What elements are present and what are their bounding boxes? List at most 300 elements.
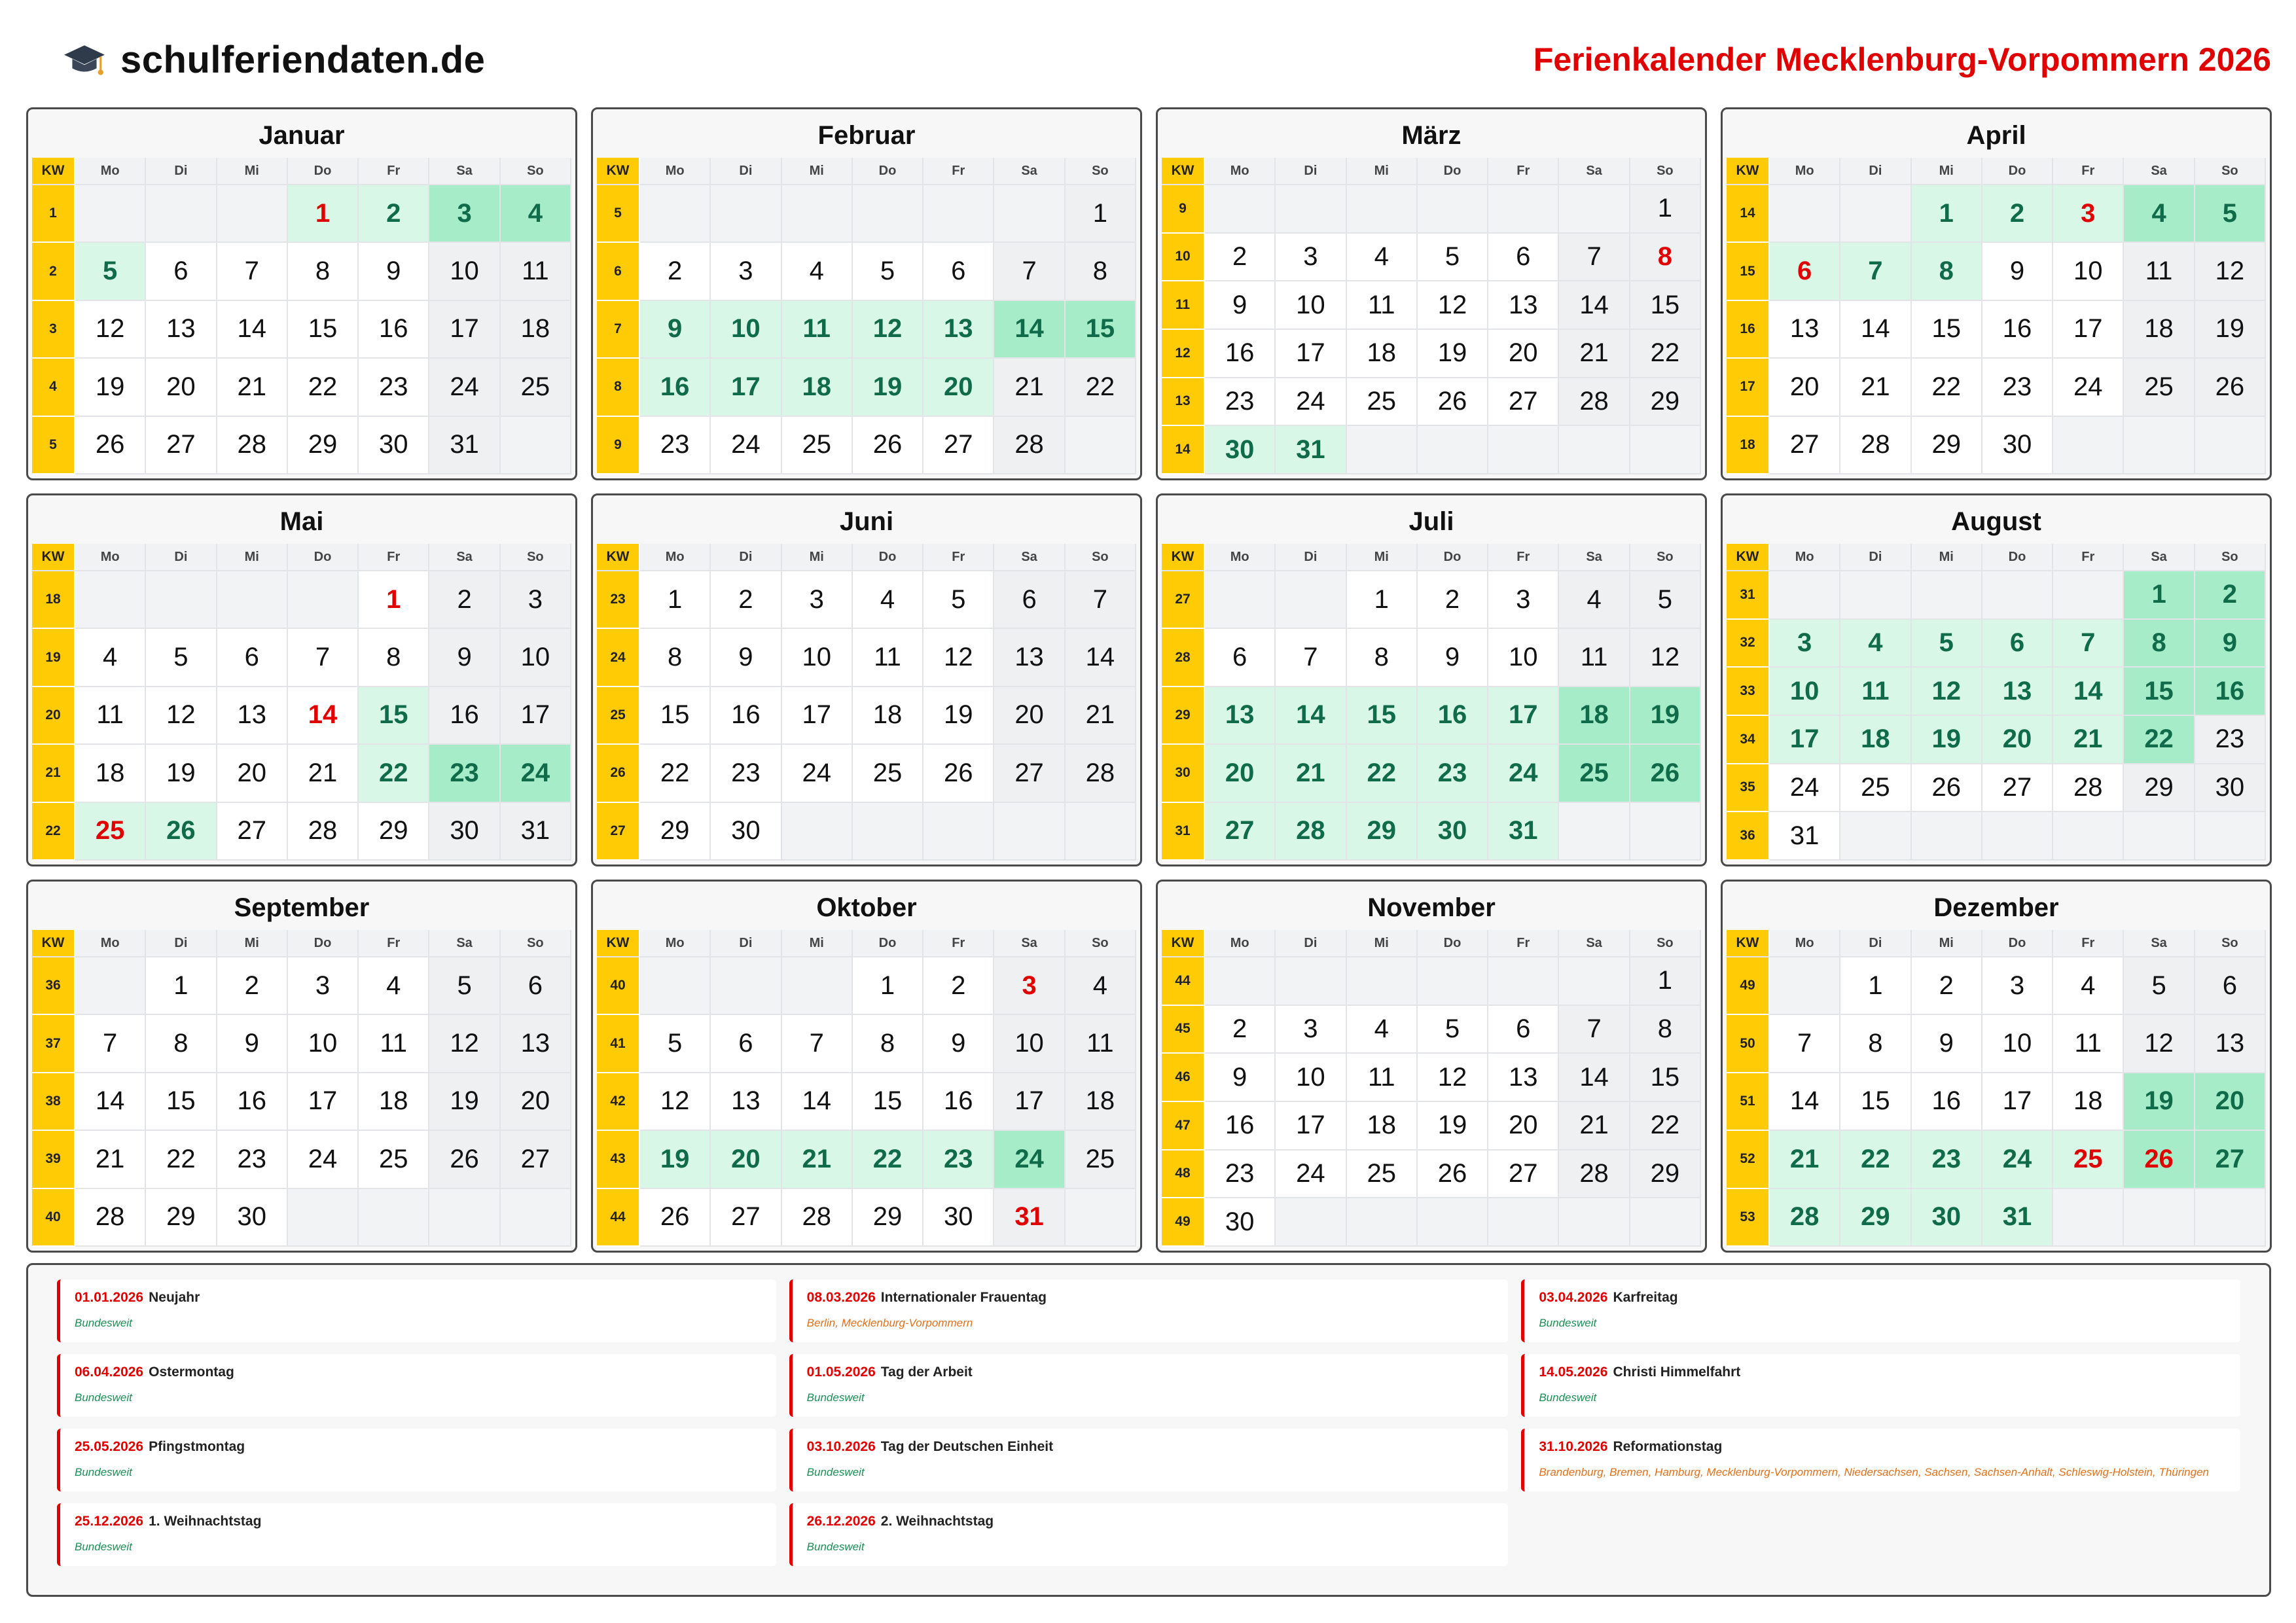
day-cell[interactable]: 2 xyxy=(1982,185,2053,243)
day-cell[interactable]: 6 xyxy=(146,243,217,300)
day-cell[interactable]: 4 xyxy=(1840,620,1911,668)
day-cell[interactable]: 9 xyxy=(1418,629,1488,687)
day-cell[interactable]: 17 xyxy=(501,687,571,745)
day-cell[interactable]: 15 xyxy=(1840,1073,1911,1131)
day-cell[interactable]: 2 xyxy=(1205,234,1276,282)
day-cell[interactable]: 16 xyxy=(359,301,429,359)
day-cell[interactable]: 19 xyxy=(640,1131,711,1188)
day-cell[interactable]: 2 xyxy=(640,243,711,300)
day-cell[interactable]: 30 xyxy=(711,803,781,861)
day-cell[interactable]: 27 xyxy=(2195,1131,2266,1188)
day-cell[interactable]: 7 xyxy=(994,243,1065,300)
day-cell[interactable]: 14 xyxy=(782,1073,853,1131)
day-cell[interactable]: 13 xyxy=(994,629,1065,687)
day-cell[interactable]: 2 xyxy=(1418,571,1488,629)
day-cell[interactable]: 17 xyxy=(1770,716,1840,764)
day-cell[interactable]: 12 xyxy=(1630,629,1701,687)
day-cell[interactable]: 26 xyxy=(1912,764,1982,813)
day-cell[interactable]: 9 xyxy=(359,243,429,300)
day-cell[interactable]: 9 xyxy=(2195,620,2266,668)
day-cell[interactable]: 13 xyxy=(2195,1015,2266,1073)
day-cell[interactable]: 11 xyxy=(1066,1015,1136,1073)
day-cell[interactable]: 4 xyxy=(75,629,146,687)
day-cell[interactable]: 19 xyxy=(2195,301,2266,359)
day-cell[interactable]: 14 xyxy=(217,301,288,359)
day-cell[interactable]: 20 xyxy=(501,1073,571,1131)
day-cell[interactable]: 17 xyxy=(994,1073,1065,1131)
day-cell[interactable]: 31 xyxy=(501,803,571,861)
day-cell[interactable]: 7 xyxy=(2053,620,2124,668)
day-cell[interactable]: 7 xyxy=(217,243,288,300)
day-cell[interactable]: 25 xyxy=(359,1131,429,1188)
day-cell[interactable]: 28 xyxy=(288,803,359,861)
day-cell[interactable]: 2 xyxy=(359,185,429,243)
day-cell[interactable]: 11 xyxy=(359,1015,429,1073)
day-cell[interactable]: 17 xyxy=(1488,687,1559,745)
day-cell[interactable]: 27 xyxy=(1488,1150,1559,1199)
day-cell[interactable]: 19 xyxy=(75,359,146,416)
day-cell[interactable]: 7 xyxy=(1559,1006,1630,1054)
day-cell[interactable]: 21 xyxy=(1276,745,1346,802)
day-cell[interactable]: 28 xyxy=(1559,1150,1630,1199)
day-cell[interactable]: 18 xyxy=(1066,1073,1136,1131)
day-cell[interactable]: 19 xyxy=(1912,716,1982,764)
day-cell[interactable]: 3 xyxy=(429,185,500,243)
day-cell[interactable]: 17 xyxy=(711,359,781,416)
day-cell[interactable]: 18 xyxy=(359,1073,429,1131)
day-cell[interactable]: 26 xyxy=(853,417,924,474)
day-cell[interactable]: 3 xyxy=(1982,957,2053,1015)
day-cell[interactable]: 10 xyxy=(429,243,500,300)
day-cell[interactable]: 22 xyxy=(288,359,359,416)
day-cell[interactable]: 26 xyxy=(924,745,994,802)
day-cell[interactable]: 24 xyxy=(994,1131,1065,1188)
day-cell[interactable]: 27 xyxy=(994,745,1065,802)
day-cell[interactable]: 28 xyxy=(782,1189,853,1247)
day-cell[interactable]: 3 xyxy=(711,243,781,300)
day-cell[interactable]: 15 xyxy=(1630,281,1701,330)
day-cell[interactable]: 5 xyxy=(146,629,217,687)
day-cell[interactable]: 16 xyxy=(429,687,500,745)
day-cell[interactable]: 1 xyxy=(2124,571,2195,620)
day-cell[interactable]: 19 xyxy=(146,745,217,802)
day-cell[interactable]: 20 xyxy=(1488,1102,1559,1150)
day-cell[interactable]: 16 xyxy=(1205,1102,1276,1150)
day-cell[interactable]: 3 xyxy=(1770,620,1840,668)
day-cell[interactable]: 8 xyxy=(1347,629,1418,687)
day-cell[interactable]: 11 xyxy=(2053,1015,2124,1073)
day-cell[interactable]: 15 xyxy=(640,687,711,745)
day-cell[interactable]: 29 xyxy=(1840,1189,1911,1247)
day-cell[interactable]: 5 xyxy=(1630,571,1701,629)
day-cell[interactable]: 29 xyxy=(146,1189,217,1247)
day-cell[interactable]: 4 xyxy=(853,571,924,629)
day-cell[interactable]: 15 xyxy=(1347,687,1418,745)
day-cell[interactable]: 21 xyxy=(782,1131,853,1188)
day-cell[interactable]: 21 xyxy=(994,359,1065,416)
day-cell[interactable]: 4 xyxy=(1347,234,1418,282)
day-cell[interactable]: 14 xyxy=(1559,1054,1630,1102)
day-cell[interactable]: 28 xyxy=(1770,1189,1840,1247)
day-cell[interactable]: 5 xyxy=(640,1015,711,1073)
day-cell[interactable]: 4 xyxy=(1559,571,1630,629)
day-cell[interactable]: 5 xyxy=(1912,620,1982,668)
day-cell[interactable]: 7 xyxy=(1066,571,1136,629)
day-cell[interactable]: 18 xyxy=(2124,301,2195,359)
day-cell[interactable]: 24 xyxy=(782,745,853,802)
day-cell[interactable]: 1 xyxy=(853,957,924,1015)
day-cell[interactable]: 1 xyxy=(288,185,359,243)
day-cell[interactable]: 20 xyxy=(1982,716,2053,764)
day-cell[interactable]: 4 xyxy=(2053,957,2124,1015)
day-cell[interactable]: 19 xyxy=(1418,1102,1488,1150)
day-cell[interactable]: 15 xyxy=(146,1073,217,1131)
brand-name[interactable]: schulferiendaten.de xyxy=(120,39,486,81)
day-cell[interactable]: 24 xyxy=(1276,1150,1346,1199)
day-cell[interactable]: 18 xyxy=(1840,716,1911,764)
day-cell[interactable]: 17 xyxy=(2053,301,2124,359)
day-cell[interactable]: 11 xyxy=(1840,668,1911,716)
day-cell[interactable]: 31 xyxy=(429,417,500,474)
day-cell[interactable]: 12 xyxy=(429,1015,500,1073)
day-cell[interactable]: 23 xyxy=(711,745,781,802)
day-cell[interactable]: 14 xyxy=(75,1073,146,1131)
day-cell[interactable]: 3 xyxy=(501,571,571,629)
day-cell[interactable]: 21 xyxy=(1840,359,1911,416)
day-cell[interactable]: 8 xyxy=(853,1015,924,1073)
day-cell[interactable]: 31 xyxy=(1276,426,1346,474)
day-cell[interactable]: 2 xyxy=(217,957,288,1015)
day-cell[interactable]: 6 xyxy=(711,1015,781,1073)
day-cell[interactable]: 2 xyxy=(1205,1006,1276,1054)
day-cell[interactable]: 9 xyxy=(1205,1054,1276,1102)
day-cell[interactable]: 1 xyxy=(1347,571,1418,629)
day-cell[interactable]: 3 xyxy=(1276,234,1346,282)
day-cell[interactable]: 19 xyxy=(853,359,924,416)
day-cell[interactable]: 22 xyxy=(1840,1131,1911,1188)
day-cell[interactable]: 14 xyxy=(288,687,359,745)
day-cell[interactable]: 3 xyxy=(288,957,359,1015)
day-cell[interactable]: 14 xyxy=(1770,1073,1840,1131)
day-cell[interactable]: 26 xyxy=(1630,745,1701,802)
day-cell[interactable]: 20 xyxy=(146,359,217,416)
day-cell[interactable]: 1 xyxy=(1630,185,1701,234)
day-cell[interactable]: 8 xyxy=(640,629,711,687)
day-cell[interactable]: 14 xyxy=(2053,668,2124,716)
day-cell[interactable]: 12 xyxy=(2124,1015,2195,1073)
day-cell[interactable]: 5 xyxy=(924,571,994,629)
day-cell[interactable]: 5 xyxy=(2124,957,2195,1015)
day-cell[interactable]: 24 xyxy=(711,417,781,474)
day-cell[interactable]: 2 xyxy=(924,957,994,1015)
day-cell[interactable]: 16 xyxy=(1912,1073,1982,1131)
day-cell[interactable]: 12 xyxy=(1418,1054,1488,1102)
day-cell[interactable]: 1 xyxy=(1630,957,1701,1006)
day-cell[interactable]: 11 xyxy=(501,243,571,300)
day-cell[interactable]: 9 xyxy=(1982,243,2053,300)
day-cell[interactable]: 4 xyxy=(1347,1006,1418,1054)
day-cell[interactable]: 18 xyxy=(75,745,146,802)
day-cell[interactable]: 12 xyxy=(1418,281,1488,330)
day-cell[interactable]: 7 xyxy=(1276,629,1346,687)
day-cell[interactable]: 27 xyxy=(711,1189,781,1247)
day-cell[interactable]: 27 xyxy=(1205,803,1276,861)
day-cell[interactable]: 6 xyxy=(924,243,994,300)
day-cell[interactable]: 27 xyxy=(1770,417,1840,474)
day-cell[interactable]: 4 xyxy=(501,185,571,243)
day-cell[interactable]: 30 xyxy=(429,803,500,861)
day-cell[interactable]: 12 xyxy=(640,1073,711,1131)
day-cell[interactable]: 21 xyxy=(1770,1131,1840,1188)
day-cell[interactable]: 10 xyxy=(994,1015,1065,1073)
day-cell[interactable]: 29 xyxy=(1912,417,1982,474)
day-cell[interactable]: 17 xyxy=(782,687,853,745)
day-cell[interactable]: 25 xyxy=(2053,1131,2124,1188)
day-cell[interactable]: 30 xyxy=(1205,1198,1276,1247)
day-cell[interactable]: 12 xyxy=(924,629,994,687)
day-cell[interactable]: 29 xyxy=(2124,764,2195,813)
day-cell[interactable]: 10 xyxy=(501,629,571,687)
day-cell[interactable]: 6 xyxy=(2195,957,2266,1015)
day-cell[interactable]: 29 xyxy=(1630,1150,1701,1199)
day-cell[interactable]: 29 xyxy=(1630,378,1701,427)
day-cell[interactable]: 15 xyxy=(359,687,429,745)
day-cell[interactable]: 21 xyxy=(2053,716,2124,764)
day-cell[interactable]: 26 xyxy=(1418,378,1488,427)
day-cell[interactable]: 8 xyxy=(1630,1006,1701,1054)
day-cell[interactable]: 14 xyxy=(1066,629,1136,687)
day-cell[interactable]: 9 xyxy=(924,1015,994,1073)
day-cell[interactable]: 26 xyxy=(1418,1150,1488,1199)
day-cell[interactable]: 18 xyxy=(782,359,853,416)
day-cell[interactable]: 17 xyxy=(1276,330,1346,378)
day-cell[interactable]: 20 xyxy=(711,1131,781,1188)
day-cell[interactable]: 23 xyxy=(640,417,711,474)
day-cell[interactable]: 22 xyxy=(1630,330,1701,378)
day-cell[interactable]: 8 xyxy=(1630,234,1701,282)
day-cell[interactable]: 25 xyxy=(782,417,853,474)
day-cell[interactable]: 8 xyxy=(1066,243,1136,300)
day-cell[interactable]: 16 xyxy=(711,687,781,745)
day-cell[interactable]: 20 xyxy=(994,687,1065,745)
day-cell[interactable]: 1 xyxy=(1912,185,1982,243)
day-cell[interactable]: 12 xyxy=(146,687,217,745)
day-cell[interactable]: 4 xyxy=(1066,957,1136,1015)
day-cell[interactable]: 2 xyxy=(2195,571,2266,620)
day-cell[interactable]: 2 xyxy=(429,571,500,629)
day-cell[interactable]: 22 xyxy=(1630,1102,1701,1150)
day-cell[interactable]: 30 xyxy=(1205,426,1276,474)
day-cell[interactable]: 23 xyxy=(217,1131,288,1188)
day-cell[interactable]: 31 xyxy=(1770,812,1840,861)
day-cell[interactable]: 25 xyxy=(1559,745,1630,802)
day-cell[interactable]: 8 xyxy=(1912,243,1982,300)
day-cell[interactable]: 11 xyxy=(1347,1054,1418,1102)
day-cell[interactable]: 28 xyxy=(217,417,288,474)
day-cell[interactable]: 16 xyxy=(1418,687,1488,745)
day-cell[interactable]: 20 xyxy=(1205,745,1276,802)
day-cell[interactable]: 7 xyxy=(782,1015,853,1073)
day-cell[interactable]: 23 xyxy=(429,745,500,802)
day-cell[interactable]: 15 xyxy=(853,1073,924,1131)
day-cell[interactable]: 4 xyxy=(782,243,853,300)
day-cell[interactable]: 26 xyxy=(2124,1131,2195,1188)
day-cell[interactable]: 22 xyxy=(1912,359,1982,416)
day-cell[interactable]: 15 xyxy=(288,301,359,359)
day-cell[interactable]: 23 xyxy=(359,359,429,416)
day-cell[interactable]: 28 xyxy=(75,1189,146,1247)
day-cell[interactable]: 19 xyxy=(1418,330,1488,378)
day-cell[interactable]: 18 xyxy=(1347,330,1418,378)
day-cell[interactable]: 16 xyxy=(2195,668,2266,716)
day-cell[interactable]: 28 xyxy=(994,417,1065,474)
day-cell[interactable]: 6 xyxy=(1770,243,1840,300)
day-cell[interactable]: 10 xyxy=(782,629,853,687)
day-cell[interactable]: 23 xyxy=(1982,359,2053,416)
day-cell[interactable]: 29 xyxy=(640,803,711,861)
day-cell[interactable]: 10 xyxy=(1488,629,1559,687)
day-cell[interactable]: 30 xyxy=(217,1189,288,1247)
day-cell[interactable]: 17 xyxy=(1982,1073,2053,1131)
day-cell[interactable]: 18 xyxy=(501,301,571,359)
day-cell[interactable]: 10 xyxy=(1276,1054,1346,1102)
day-cell[interactable]: 26 xyxy=(429,1131,500,1188)
day-cell[interactable]: 23 xyxy=(924,1131,994,1188)
day-cell[interactable]: 27 xyxy=(146,417,217,474)
day-cell[interactable]: 29 xyxy=(359,803,429,861)
day-cell[interactable]: 13 xyxy=(1488,281,1559,330)
day-cell[interactable]: 28 xyxy=(1066,745,1136,802)
day-cell[interactable]: 28 xyxy=(1276,803,1346,861)
day-cell[interactable]: 11 xyxy=(782,301,853,359)
day-cell[interactable]: 28 xyxy=(1840,417,1911,474)
day-cell[interactable]: 11 xyxy=(1559,629,1630,687)
day-cell[interactable]: 6 xyxy=(217,629,288,687)
day-cell[interactable]: 28 xyxy=(2053,764,2124,813)
day-cell[interactable]: 27 xyxy=(1982,764,2053,813)
day-cell[interactable]: 22 xyxy=(146,1131,217,1188)
day-cell[interactable]: 7 xyxy=(1770,1015,1840,1073)
day-cell[interactable]: 24 xyxy=(2053,359,2124,416)
day-cell[interactable]: 20 xyxy=(217,745,288,802)
day-cell[interactable]: 19 xyxy=(429,1073,500,1131)
day-cell[interactable]: 6 xyxy=(1205,629,1276,687)
day-cell[interactable]: 16 xyxy=(217,1073,288,1131)
day-cell[interactable]: 20 xyxy=(924,359,994,416)
day-cell[interactable]: 1 xyxy=(146,957,217,1015)
day-cell[interactable]: 28 xyxy=(1559,378,1630,427)
day-cell[interactable]: 13 xyxy=(217,687,288,745)
day-cell[interactable]: 27 xyxy=(501,1131,571,1188)
day-cell[interactable]: 25 xyxy=(853,745,924,802)
day-cell[interactable]: 17 xyxy=(288,1073,359,1131)
day-cell[interactable]: 30 xyxy=(1418,803,1488,861)
day-cell[interactable]: 2 xyxy=(711,571,781,629)
day-cell[interactable]: 11 xyxy=(2124,243,2195,300)
day-cell[interactable]: 17 xyxy=(429,301,500,359)
day-cell[interactable]: 6 xyxy=(994,571,1065,629)
day-cell[interactable]: 9 xyxy=(217,1015,288,1073)
day-cell[interactable]: 14 xyxy=(994,301,1065,359)
day-cell[interactable]: 7 xyxy=(1840,243,1911,300)
day-cell[interactable]: 16 xyxy=(1982,301,2053,359)
day-cell[interactable]: 21 xyxy=(1559,1102,1630,1150)
day-cell[interactable]: 7 xyxy=(1559,234,1630,282)
day-cell[interactable]: 13 xyxy=(1205,687,1276,745)
day-cell[interactable]: 5 xyxy=(1418,1006,1488,1054)
day-cell[interactable]: 22 xyxy=(2124,716,2195,764)
day-cell[interactable]: 13 xyxy=(711,1073,781,1131)
day-cell[interactable]: 5 xyxy=(2195,185,2266,243)
day-cell[interactable]: 2 xyxy=(1912,957,1982,1015)
day-cell[interactable]: 27 xyxy=(924,417,994,474)
day-cell[interactable]: 8 xyxy=(288,243,359,300)
day-cell[interactable]: 8 xyxy=(359,629,429,687)
day-cell[interactable]: 21 xyxy=(75,1131,146,1188)
day-cell[interactable]: 15 xyxy=(1630,1054,1701,1102)
day-cell[interactable]: 29 xyxy=(288,417,359,474)
day-cell[interactable]: 13 xyxy=(924,301,994,359)
day-cell[interactable]: 26 xyxy=(2195,359,2266,416)
day-cell[interactable]: 30 xyxy=(2195,764,2266,813)
day-cell[interactable]: 29 xyxy=(853,1189,924,1247)
day-cell[interactable]: 11 xyxy=(75,687,146,745)
day-cell[interactable]: 10 xyxy=(1982,1015,2053,1073)
day-cell[interactable]: 9 xyxy=(711,629,781,687)
day-cell[interactable]: 21 xyxy=(217,359,288,416)
day-cell[interactable]: 25 xyxy=(75,803,146,861)
day-cell[interactable]: 29 xyxy=(1347,803,1418,861)
day-cell[interactable]: 9 xyxy=(429,629,500,687)
day-cell[interactable]: 11 xyxy=(1347,281,1418,330)
day-cell[interactable]: 13 xyxy=(146,301,217,359)
day-cell[interactable]: 25 xyxy=(501,359,571,416)
day-cell[interactable]: 3 xyxy=(1276,1006,1346,1054)
day-cell[interactable]: 23 xyxy=(1205,378,1276,427)
day-cell[interactable]: 24 xyxy=(1276,378,1346,427)
day-cell[interactable]: 9 xyxy=(1912,1015,1982,1073)
day-cell[interactable]: 17 xyxy=(1276,1102,1346,1150)
day-cell[interactable]: 6 xyxy=(1488,234,1559,282)
day-cell[interactable]: 24 xyxy=(1488,745,1559,802)
day-cell[interactable]: 9 xyxy=(1205,281,1276,330)
day-cell[interactable]: 14 xyxy=(1276,687,1346,745)
day-cell[interactable]: 5 xyxy=(853,243,924,300)
day-cell[interactable]: 12 xyxy=(853,301,924,359)
day-cell[interactable]: 8 xyxy=(146,1015,217,1073)
day-cell[interactable]: 14 xyxy=(1559,281,1630,330)
day-cell[interactable]: 13 xyxy=(1488,1054,1559,1102)
day-cell[interactable]: 22 xyxy=(853,1131,924,1188)
day-cell[interactable]: 9 xyxy=(640,301,711,359)
day-cell[interactable]: 4 xyxy=(359,957,429,1015)
day-cell[interactable]: 1 xyxy=(1066,185,1136,243)
day-cell[interactable]: 31 xyxy=(994,1189,1065,1247)
day-cell[interactable]: 23 xyxy=(1418,745,1488,802)
day-cell[interactable]: 25 xyxy=(1347,1150,1418,1199)
day-cell[interactable]: 26 xyxy=(75,417,146,474)
day-cell[interactable]: 22 xyxy=(1066,359,1136,416)
day-cell[interactable]: 13 xyxy=(1982,668,2053,716)
day-cell[interactable]: 1 xyxy=(359,571,429,629)
day-cell[interactable]: 1 xyxy=(640,571,711,629)
day-cell[interactable]: 31 xyxy=(1488,803,1559,861)
day-cell[interactable]: 22 xyxy=(640,745,711,802)
day-cell[interactable]: 27 xyxy=(217,803,288,861)
day-cell[interactable]: 19 xyxy=(2124,1073,2195,1131)
day-cell[interactable]: 13 xyxy=(501,1015,571,1073)
day-cell[interactable]: 22 xyxy=(1347,745,1418,802)
